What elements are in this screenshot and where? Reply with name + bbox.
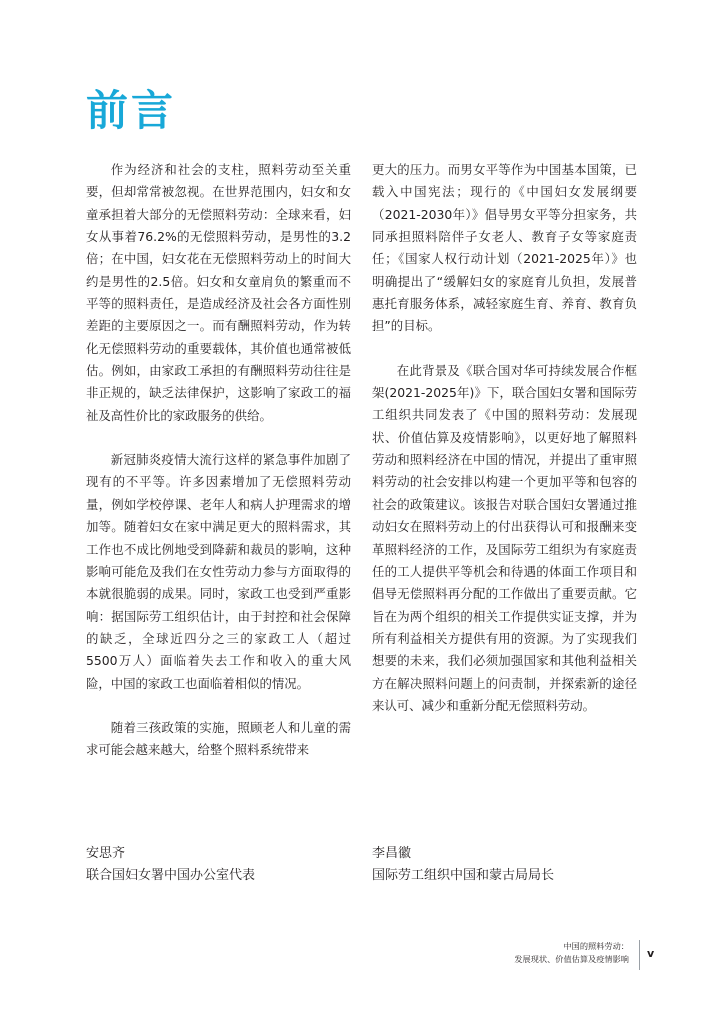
- signature-un-women: [86, 843, 255, 887]
- signatory-role: 联合国妇女署中国办公室代表: [86, 868, 256, 883]
- paragraph-pandemic: 新冠肺炎疫情大流行这样的紧急事件加剧了现有的不平等。许多因素增加了无偿照料劳动量，例如学校停课、老年人和病人护理需求的增加等。随着妇女在家中满足更大的照料需求，其工作也不成比例地受到降薪和裁员的影响，这种影响可能危及我们在女性劳动力参与方面取得的本就很脆弱的成果。同时，家政工也受到严重影响：据国际劳工组织估计，由于封控和社会保障的缺乏，全球近四分之三的家政工人（超过5500万人）面临着失去工作和收入的重大风险，中国的家政工也面临着相似的情况。: [86, 452, 351, 691]
- footer-title-line2: 发展现状、价值估算及疫情影响: [514, 954, 629, 964]
- page-title: 前言: [86, 86, 177, 135]
- paragraph-three-child-policy: 随着三孩政策的实施，照顾老人和儿童的需求可能会越来越大，给整个照料系统带来: [86, 719, 351, 758]
- footer-title-line1: 中国的照料劳动：: [563, 941, 629, 951]
- page-number: v: [647, 947, 655, 960]
- footer-divider: [639, 940, 640, 970]
- signature-ilo: [372, 843, 554, 887]
- signatory-role: 国际劳工组织中国和蒙古局局长: [372, 868, 555, 883]
- right-text-column: [372, 159, 637, 739]
- paragraph-report-background: 在此背景及《联合国对华可持续发展合作框架(2021-2025年)》下，联合国妇女署和国际劳工组织共同发表了《中国的照料劳动：发展现状、价值估算及疫情影响》，以更好地了解照料劳动和照料经济在中国的情况，并提出了重审照料劳动的社会安排以构建一个更加平等和包容的社会的政策建议。该报告对联合国妇女署通过推动妇女在照料劳动上的付出获得认可和报酬来变革照料经济的工作，及国际劳工组织为有家庭责任的工人提供平等机会和待遇的体面工作项目和倡导无偿照料再分配的工作做出了重要贡献。它旨在为两个组织的相关工作提供实证支撑，并为所有利益相关方提供有用的资源。为了实现我们想要的未来，我们必须加强国家和其他利益相关方在解决照料问题上的问责制，并探索新的途径来认可、减少和重新分配无偿照料劳动。: [372, 362, 637, 713]
- signatory-name: 李昌徽: [372, 846, 412, 861]
- paragraph-intro: 作为经济和社会的支柱，照料劳动至关重要，但却常常被忽视。在世界范围内，妇女和女童承担着大部分的无偿照料劳动：全球来看，妇女从事着76.2%的无偿照料劳动，是男性的3.2倍；在中国，妇女花在无偿照料劳动上的时间大约是男性的2.5倍。妇女和女童肩负的繁重而不平等的照料责任，是造成经济及社会各方面性别差距的主要原因之一。而有酬照料劳动，作为转化无偿照料劳动的重要载体，其价值也通常被低估。例如，由家政工承担的有酬照料劳动往往是非正规的，缺乏法律保护，这影响了家政工的福祉及高性价比的家政服务的供给。: [86, 162, 351, 423]
- footer-report-title: [514, 940, 629, 966]
- signatory-name: 安思齐: [86, 846, 126, 861]
- paragraph-continuation: 更大的压力。而男女平等作为中国基本国策，已载入中国宪法；现行的《中国妇女发展纲要（2021-2030年）》倡导男女平等分担家务，共同承担照料陪伴子女老人、教育子女等家庭责任；《国家人权行动计划（2021-2025年）》也明确提出了“缓解妇女的家庭育儿负担，发展普惠托育服务体系，减轻家庭生育、养育、教育负担”的目标。: [372, 162, 637, 334]
- left-text-column: [86, 159, 351, 784]
